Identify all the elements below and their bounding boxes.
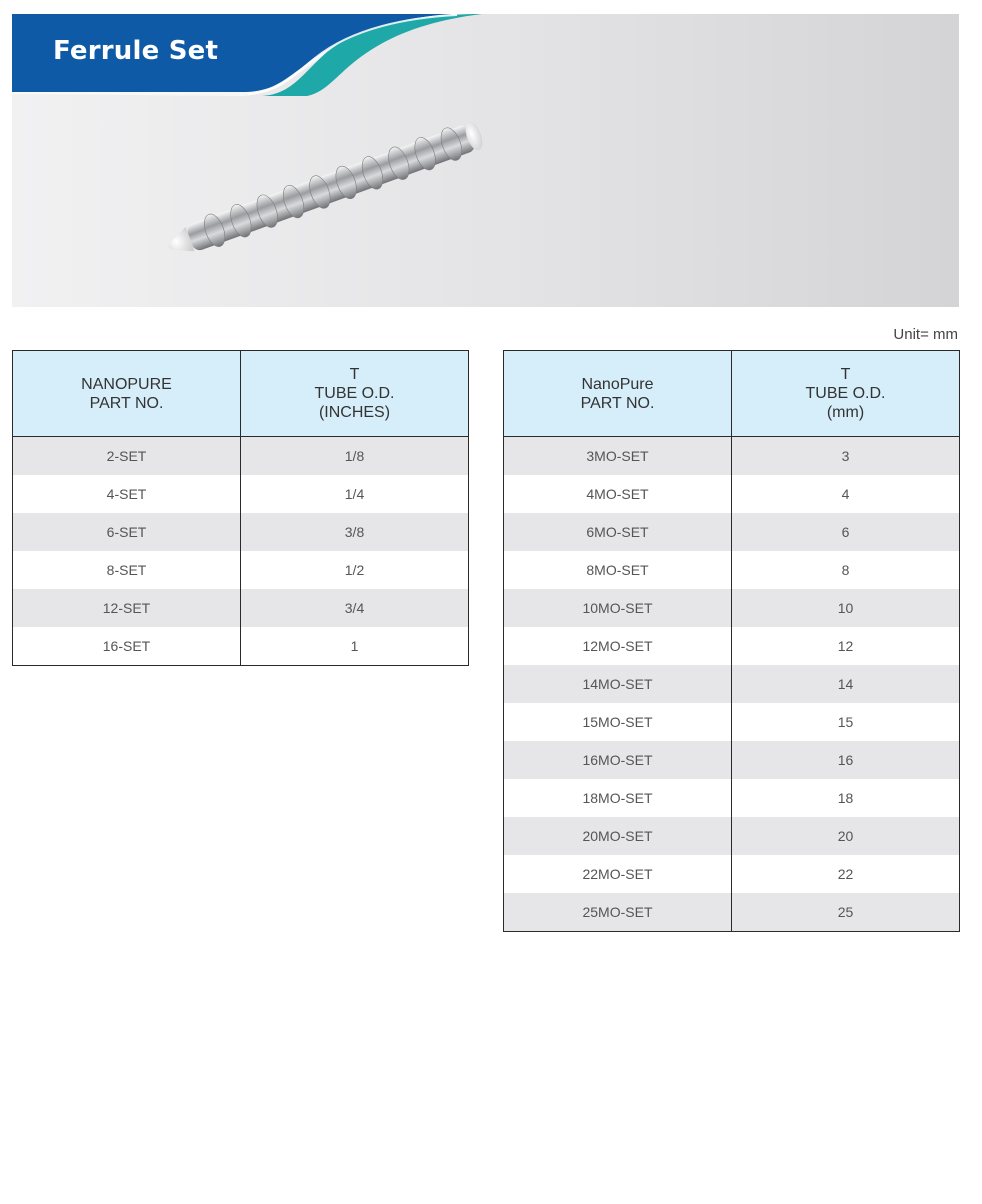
tube-od-cell: 22	[732, 855, 960, 893]
part-no-cell: 6-SET	[13, 513, 241, 551]
tube-od-cell: 1/4	[241, 475, 469, 513]
table-row	[504, 817, 960, 855]
part-no-cell: 20MO-SET	[504, 817, 732, 855]
tube-od-cell: 1	[241, 627, 469, 666]
part-no-cell: 4-SET	[13, 475, 241, 513]
inch-size-table	[12, 350, 469, 666]
part-no-cell: 10MO-SET	[504, 589, 732, 627]
part-no-cell: 2-SET	[13, 437, 241, 476]
tube-od-cell: 15	[732, 703, 960, 741]
tube-od-cell: 6	[732, 513, 960, 551]
part-no-cell: 18MO-SET	[504, 779, 732, 817]
header-tube-od: T TUBE O.D. (INCHES)	[241, 351, 469, 437]
part-no-cell: 22MO-SET	[504, 855, 732, 893]
tube-od-cell: 20	[732, 817, 960, 855]
table-row	[13, 437, 469, 476]
table-row	[504, 513, 960, 551]
header-tube-od: T TUBE O.D. (mm)	[732, 351, 960, 437]
table-row	[504, 855, 960, 893]
part-no-cell: 15MO-SET	[504, 703, 732, 741]
product-banner	[12, 14, 959, 307]
part-no-cell: 4MO-SET	[504, 475, 732, 513]
table-row	[504, 475, 960, 513]
part-no-cell: 6MO-SET	[504, 513, 732, 551]
header-part-no: NANOPURE PART NO.	[13, 351, 241, 437]
part-no-cell: 8MO-SET	[504, 551, 732, 589]
tube-od-cell: 18	[732, 779, 960, 817]
banner-title: Ferrule Set	[53, 36, 219, 66]
unit-note: Unit= mm	[893, 326, 958, 343]
table-row	[13, 551, 469, 589]
table-row	[504, 779, 960, 817]
table-row	[13, 627, 469, 666]
part-no-cell: 14MO-SET	[504, 665, 732, 703]
table-row	[504, 741, 960, 779]
mm-size-table	[503, 350, 960, 932]
header-part-no: NanoPure PART NO.	[504, 351, 732, 437]
tube-od-cell: 16	[732, 741, 960, 779]
tube-od-cell: 10	[732, 589, 960, 627]
table-row	[504, 437, 960, 476]
tube-od-cell: 25	[732, 893, 960, 932]
tube-od-cell: 1/2	[241, 551, 469, 589]
table-row	[13, 513, 469, 551]
part-no-cell: 12-SET	[13, 589, 241, 627]
tube-od-cell: 3	[732, 437, 960, 476]
table-row	[504, 589, 960, 627]
table-row	[504, 627, 960, 665]
part-no-cell: 16-SET	[13, 627, 241, 666]
tube-od-cell: 8	[732, 551, 960, 589]
tube-od-cell: 3/4	[241, 589, 469, 627]
tube-od-cell: 12	[732, 627, 960, 665]
part-no-cell: 3MO-SET	[504, 437, 732, 476]
part-no-cell: 16MO-SET	[504, 741, 732, 779]
table-row	[504, 665, 960, 703]
table-row	[504, 551, 960, 589]
tube-od-cell: 14	[732, 665, 960, 703]
part-no-cell: 8-SET	[13, 551, 241, 589]
table-row	[13, 589, 469, 627]
tube-od-cell: 4	[732, 475, 960, 513]
tube-od-cell: 3/8	[241, 513, 469, 551]
tube-od-cell: 1/8	[241, 437, 469, 476]
table-row	[504, 893, 960, 932]
ferrule-rod-icon	[157, 114, 497, 274]
table-row	[504, 703, 960, 741]
table-row	[13, 475, 469, 513]
part-no-cell: 25MO-SET	[504, 893, 732, 932]
part-no-cell: 12MO-SET	[504, 627, 732, 665]
